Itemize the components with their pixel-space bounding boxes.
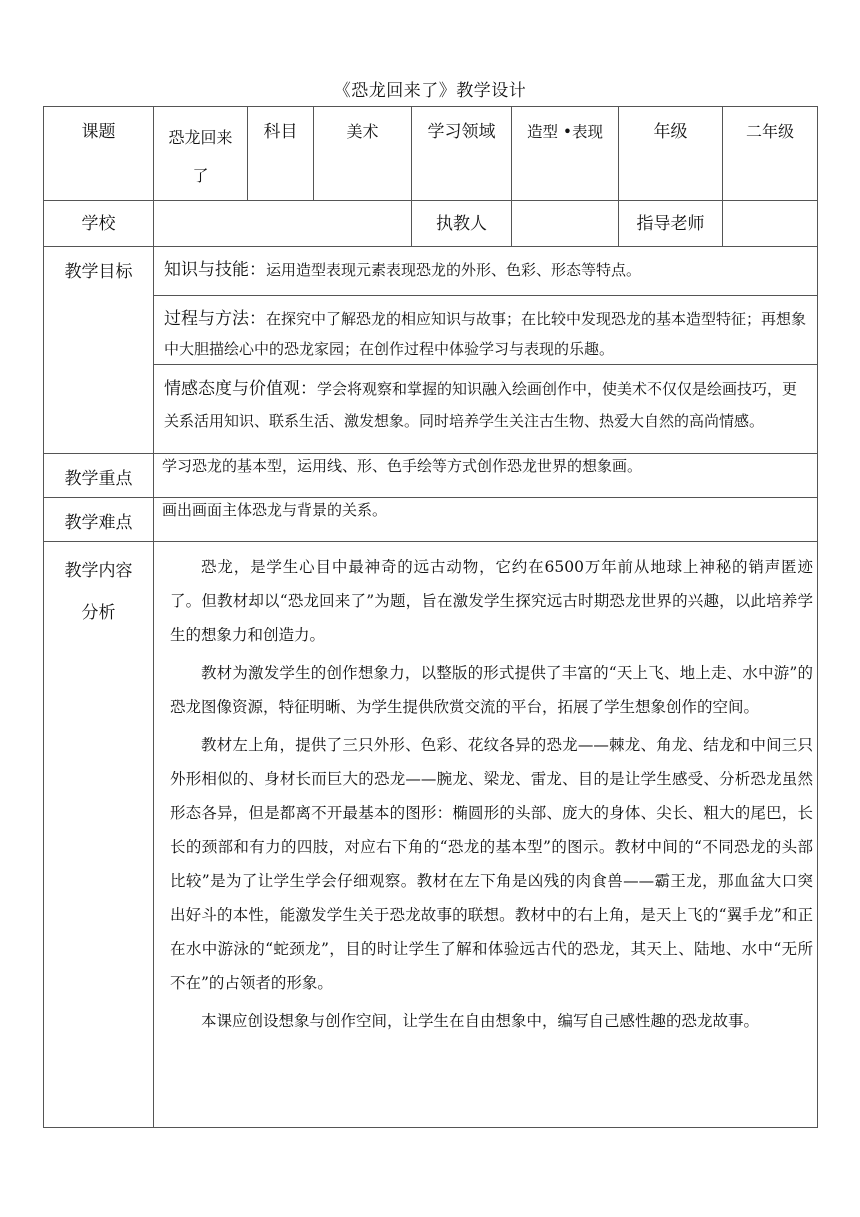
row-goals — [44, 247, 818, 454]
key-point-label: 教学重点 — [44, 454, 154, 498]
row-topic — [44, 107, 818, 201]
school-value — [154, 201, 412, 247]
goals-content — [154, 247, 818, 454]
row-analysis — [44, 542, 818, 1128]
row-key-point — [44, 454, 818, 498]
goal-text: 学会将观察和掌握的知识融入绘画创作中，使美术不仅仅是绘画技巧，更关系活用知识、联系生活、激发想象。同时培养学生关注古生物、热爱大自然的高尚情感。 — [164, 380, 798, 430]
subject-label: 科目 — [248, 107, 314, 201]
analysis-paragraph: 本课应创设想象与创作空间，让学生在自由想象中，编写自己感性趣的恐龙故事。 — [201, 1012, 760, 1030]
goals-label: 教学目标 — [44, 247, 154, 454]
goal-text: 在探究中了解恐龙的相应知识与故事；在比较中发现恐龙的基本造型特征；再想象中大胆描绘心中的恐龙家园；在创作过程中体验学习与表现的乐趣。 — [164, 310, 807, 358]
grade-label: 年级 — [619, 107, 723, 201]
domain-label: 学习领域 — [412, 107, 512, 201]
key-point-text: 学习恐龙的基本型，运用线、形、色手绘等方式创作恐龙世界的想象画。 — [154, 454, 818, 498]
topic-value: 恐龙回来了 — [154, 107, 248, 201]
goal-key: 情感态度与价值观： — [164, 379, 317, 399]
teacher-value — [512, 201, 619, 247]
goal-attitude — [154, 364, 817, 453]
document-title: 《恐龙回来了》教学设计 — [333, 81, 527, 101]
subject-value: 美术 — [314, 107, 412, 201]
analysis-paragraph: 教材为激发学生的创作想象力，以整版的形式提供了丰富的“天上飞、地上走、水中游”的恐龙图像资源，特征明晰、为学生提供欣赏交流的平台，拓展了学生想象创作的空间。 — [170, 664, 813, 716]
analysis-paragraph: 恐龙，是学生心目中最神奇的远古动物，它约在6500万年前从地球上神秘的销声匿迹了。但教材却以“恐龙回来了”为题，旨在激发学生探究远古时期恐龙世界的兴趣，以此培养学生的想象力和创造力。 — [170, 558, 813, 644]
grade-value: 二年级 — [723, 107, 818, 201]
goal-key: 知识与技能： — [164, 260, 266, 280]
row-school — [44, 201, 818, 247]
difficulty-text: 画出画面主体恐龙与背景的关系。 — [154, 498, 818, 542]
advisor-label: 指导老师 — [619, 201, 723, 247]
teacher-label: 执教人 — [412, 201, 512, 247]
topic-label: 课题 — [44, 107, 154, 201]
advisor-value — [723, 201, 818, 247]
difficulty-label: 教学难点 — [44, 498, 154, 542]
row-difficulty — [44, 498, 818, 542]
analysis-content — [154, 542, 818, 1128]
goal-knowledge — [154, 247, 817, 295]
lesson-plan-table — [43, 106, 818, 1128]
goal-process — [154, 295, 817, 364]
goal-key: 过程与方法： — [164, 309, 266, 329]
goal-text: 运用造型表现元素表现恐龙的外形、色彩、形态等特点。 — [266, 261, 642, 279]
school-label: 学校 — [44, 201, 154, 247]
analysis-label: 教学内容分析 — [44, 542, 154, 1128]
domain-value: 造型 •表现 — [512, 107, 619, 201]
analysis-paragraph: 教材左上角，提供了三只外形、色彩、花纹各异的恐龙——棘龙、角龙、结龙和中间三只外形相似的、身材长而巨大的恐龙——腕龙、梁龙、雷龙、目的是让学生感受、分析恐龙虽然形态各异，但是都离不开最基本的图形：椭圆形的头部、庞大的身体、尖长、粗大的尾巴，长长的颈部和有力的四肢，对应右下角的“恐龙的基本型”的图示。教材中间的“不同恐龙的头部比较”是为了让学生学会仔细观察。教材在左下角是凶残的肉食兽——霸王龙，那血盆大口突出好斗的本性，能激发学生关于恐龙故事的联想。教材中的右上角，是天上飞的“翼手龙”和正在水中游泳的“蛇颈龙”，目的时让学生了解和体验远古代的恐龙，其天上、陆地、水中“无所不在”的占领者的形象。 — [170, 736, 813, 992]
